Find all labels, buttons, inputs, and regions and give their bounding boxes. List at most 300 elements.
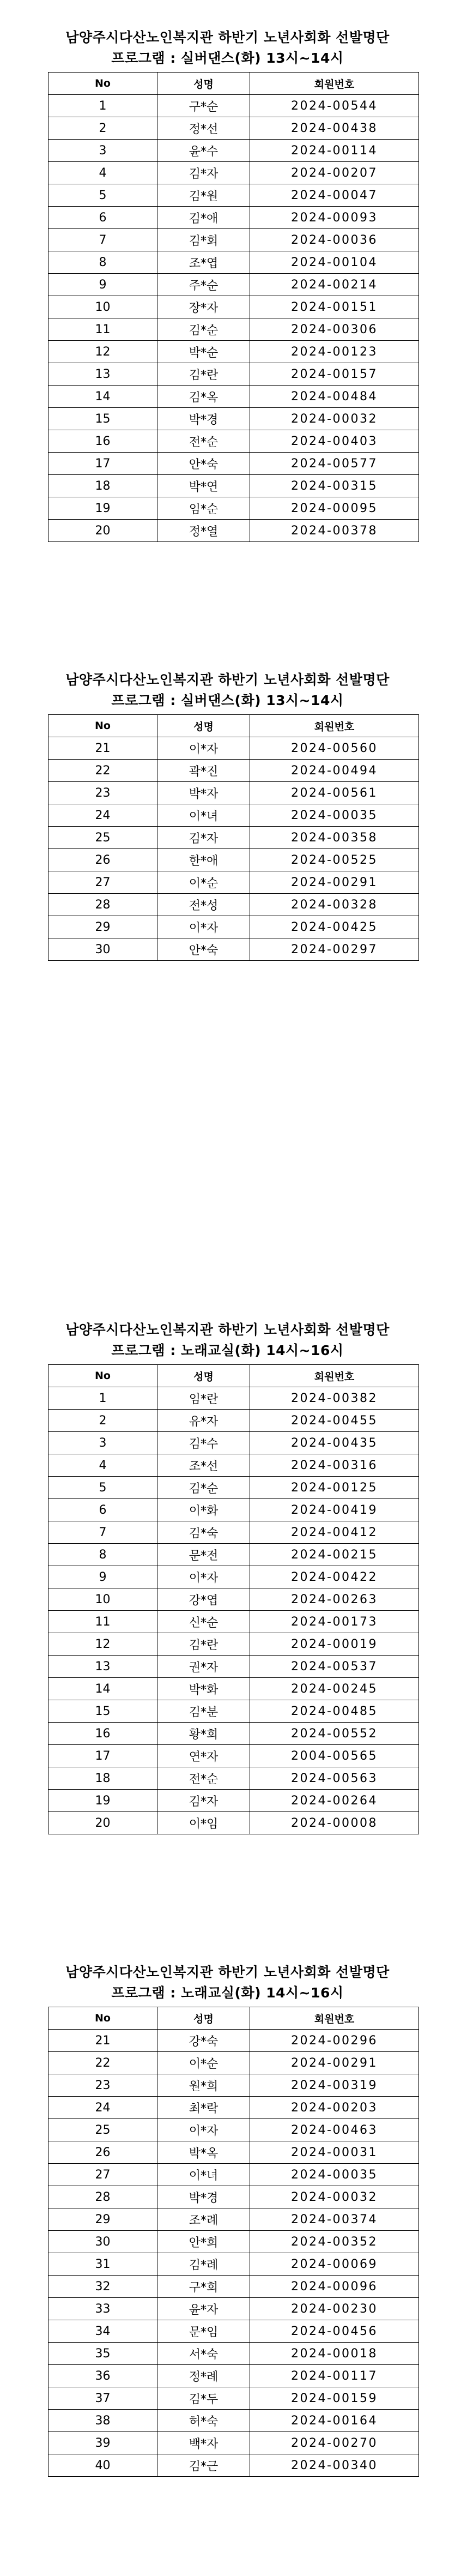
member-name: 최*락 <box>157 2097 250 2119</box>
member-name: 이*순 <box>157 871 250 894</box>
program-name: 프로그램 : 실버댄스(화) 13시~14시 <box>111 50 344 66</box>
member-id: 2024-00114 <box>250 140 419 162</box>
table-row <box>48 827 419 849</box>
row-number: 16 <box>48 430 157 453</box>
member-id: 2024-00382 <box>250 1387 419 1410</box>
table-row <box>48 2164 419 2186</box>
member-id: 2024-00456 <box>250 2320 419 2343</box>
table-row <box>48 849 419 871</box>
row-number: 1 <box>48 1387 157 1410</box>
member-id: 2024-00032 <box>250 2186 419 2208</box>
member-name: 서*숙 <box>157 2343 250 2365</box>
table-row <box>48 2432 419 2454</box>
member-name: 김*원 <box>157 184 250 207</box>
row-number: 6 <box>48 207 157 229</box>
member-name: 문*임 <box>157 2320 250 2343</box>
header-member-id: 회원번호 <box>250 73 419 95</box>
member-id: 2024-00563 <box>250 1767 419 1790</box>
member-id: 2024-00263 <box>250 1588 419 1611</box>
member-name: 윤*자 <box>157 2298 250 2320</box>
member-name: 김*란 <box>157 1633 250 1656</box>
table-row <box>48 1410 419 1432</box>
member-id: 2024-00374 <box>250 2208 419 2231</box>
table-row <box>48 1812 419 1834</box>
row-number: 7 <box>48 1521 157 1544</box>
row-number: 12 <box>48 1633 157 1656</box>
member-name: 박*화 <box>157 1678 250 1700</box>
row-number: 5 <box>48 1477 157 1499</box>
row-number: 15 <box>48 408 157 430</box>
member-id: 2024-00157 <box>250 363 419 386</box>
table-row <box>48 2365 419 2387</box>
row-number: 26 <box>48 849 157 871</box>
table-row <box>48 2454 419 2477</box>
member-name: 곽*진 <box>157 760 250 782</box>
table-row <box>48 737 419 760</box>
table-row <box>48 2186 419 2208</box>
member-id: 2024-00032 <box>250 408 419 430</box>
member-id: 2024-00291 <box>250 2052 419 2074</box>
member-name: 김*숙 <box>157 1521 250 1544</box>
member-name: 조*례 <box>157 2208 250 2231</box>
roster-table <box>48 714 419 961</box>
member-id: 2024-00035 <box>250 2164 419 2186</box>
row-number: 22 <box>48 760 157 782</box>
member-id: 2024-00340 <box>250 2454 419 2477</box>
header-name: 성명 <box>157 2007 250 2030</box>
table-row <box>48 894 419 916</box>
member-name: 안*숙 <box>157 938 250 961</box>
member-id: 2004-00565 <box>250 1745 419 1767</box>
row-number: 4 <box>48 162 157 184</box>
member-name: 강*숙 <box>157 2030 250 2052</box>
member-name: 김*애 <box>157 207 250 229</box>
member-name: 구*희 <box>157 2276 250 2298</box>
table-row <box>48 2074 419 2097</box>
table-row <box>48 2387 419 2410</box>
member-id: 2024-00203 <box>250 2097 419 2119</box>
header-no: No <box>48 73 157 95</box>
row-number: 36 <box>48 2365 157 2387</box>
table-row <box>48 1700 419 1723</box>
row-number: 18 <box>48 1767 157 1790</box>
member-id: 2024-00561 <box>250 782 419 804</box>
member-id: 2024-00123 <box>250 341 419 363</box>
row-number: 4 <box>48 1454 157 1477</box>
member-name: 장*자 <box>157 296 250 318</box>
row-number: 21 <box>48 2030 157 2052</box>
member-id: 2024-00352 <box>250 2231 419 2253</box>
table-row <box>48 2141 419 2164</box>
member-id: 2024-00455 <box>250 1410 419 1432</box>
member-name: 박*순 <box>157 341 250 363</box>
member-id: 2024-00484 <box>250 386 419 408</box>
table-row <box>48 296 419 318</box>
member-name: 김*근 <box>157 2454 250 2477</box>
header-no: No <box>48 2007 157 2030</box>
table-row <box>48 804 419 827</box>
table-row <box>48 1790 419 1812</box>
member-id: 2024-00215 <box>250 1544 419 1566</box>
table-row <box>48 363 419 386</box>
member-name: 박*자 <box>157 782 250 804</box>
row-number: 13 <box>48 1656 157 1678</box>
member-id: 2024-00422 <box>250 1566 419 1588</box>
member-id: 2024-00093 <box>250 207 419 229</box>
table-row <box>48 782 419 804</box>
member-id: 2024-00319 <box>250 2074 419 2097</box>
member-name: 정*열 <box>157 520 250 542</box>
row-number: 27 <box>48 2164 157 2186</box>
row-number: 26 <box>48 2141 157 2164</box>
member-name: 한*애 <box>157 849 250 871</box>
member-id: 2024-00435 <box>250 1432 419 1454</box>
row-number: 11 <box>48 1611 157 1633</box>
table-row <box>48 1387 419 1410</box>
member-name: 주*순 <box>157 274 250 296</box>
member-name: 전*성 <box>157 894 250 916</box>
member-name: 김*례 <box>157 2253 250 2276</box>
table-row <box>48 2052 419 2074</box>
member-id: 2024-00297 <box>250 938 419 961</box>
table-row <box>48 2208 419 2231</box>
row-number: 29 <box>48 916 157 938</box>
member-name: 임*란 <box>157 1387 250 1410</box>
member-id: 2024-00151 <box>250 296 419 318</box>
member-id: 2024-00296 <box>250 2030 419 2052</box>
member-name: 김*자 <box>157 827 250 849</box>
table-row <box>48 1544 419 1566</box>
member-id: 2024-00019 <box>250 1633 419 1656</box>
member-name: 전*순 <box>157 430 250 453</box>
member-id: 2024-00316 <box>250 1454 419 1477</box>
table-row <box>48 318 419 341</box>
table-row <box>48 274 419 296</box>
row-number: 9 <box>48 274 157 296</box>
member-name: 김*분 <box>157 1700 250 1723</box>
member-name: 김*회 <box>157 229 250 251</box>
member-name: 박*경 <box>157 2186 250 2208</box>
member-name: 전*순 <box>157 1767 250 1790</box>
member-id: 2024-00035 <box>250 804 419 827</box>
table-row <box>48 229 419 251</box>
table-row <box>48 430 419 453</box>
member-id: 2024-00018 <box>250 2343 419 2365</box>
member-name: 이*순 <box>157 2052 250 2074</box>
member-name: 김*수 <box>157 1432 250 1454</box>
member-id: 2024-00419 <box>250 1499 419 1521</box>
member-name: 문*전 <box>157 1544 250 1566</box>
member-name: 조*엽 <box>157 251 250 274</box>
member-name: 구*순 <box>157 95 250 117</box>
row-number: 24 <box>48 804 157 827</box>
table-row <box>48 1656 419 1678</box>
member-name: 임*순 <box>157 497 250 520</box>
member-id: 2024-00173 <box>250 1611 419 1633</box>
member-id: 2024-00403 <box>250 430 419 453</box>
table-header-row <box>48 2007 419 2030</box>
program-name: 프로그램 : 노래교실(화) 14시~16시 <box>111 1985 344 2001</box>
table-row <box>48 95 419 117</box>
document-title: 남양주시다산노인복지관 하반기 노년사회화 선발명단 <box>65 1964 390 1980</box>
row-number: 28 <box>48 894 157 916</box>
member-name: 윤*수 <box>157 140 250 162</box>
member-name: 안*숙 <box>157 453 250 475</box>
header-member-id: 회원번호 <box>250 2007 419 2030</box>
table-row <box>48 2343 419 2365</box>
table-row <box>48 1767 419 1790</box>
member-id: 2024-00270 <box>250 2432 419 2454</box>
table-row <box>48 1745 419 1767</box>
table-row <box>48 117 419 140</box>
table-row <box>48 2231 419 2253</box>
row-number: 30 <box>48 938 157 961</box>
row-number: 3 <box>48 140 157 162</box>
member-id: 2024-00036 <box>250 229 419 251</box>
member-id: 2024-00031 <box>250 2141 419 2164</box>
member-id: 2024-00358 <box>250 827 419 849</box>
table-header-row <box>48 73 419 95</box>
table-row <box>48 520 419 542</box>
member-id: 2024-00214 <box>250 274 419 296</box>
member-name: 박*연 <box>157 475 250 497</box>
member-name: 연*자 <box>157 1745 250 1767</box>
row-number: 17 <box>48 1745 157 1767</box>
table-row <box>48 1499 419 1521</box>
row-number: 40 <box>48 2454 157 2477</box>
member-id: 2024-00577 <box>250 453 419 475</box>
row-number: 31 <box>48 2253 157 2276</box>
table-row <box>48 251 419 274</box>
table-row <box>48 140 419 162</box>
table-row <box>48 760 419 782</box>
table-header-row <box>48 715 419 737</box>
program-name: 프로그램 : 실버댄스(화) 13시~14시 <box>111 693 344 708</box>
member-name: 허*숙 <box>157 2410 250 2432</box>
member-name: 이*자 <box>157 2119 250 2141</box>
row-number: 2 <box>48 117 157 140</box>
member-id: 2024-00544 <box>250 95 419 117</box>
row-number: 27 <box>48 871 157 894</box>
row-number: 32 <box>48 2276 157 2298</box>
member-name: 이*화 <box>157 1499 250 1521</box>
table-row <box>48 1454 419 1477</box>
row-number: 21 <box>48 737 157 760</box>
table-row <box>48 938 419 961</box>
header-member-id: 회원번호 <box>250 1365 419 1387</box>
row-number: 13 <box>48 363 157 386</box>
row-number: 16 <box>48 1723 157 1745</box>
member-name: 이*자 <box>157 1566 250 1588</box>
table-row <box>48 1611 419 1633</box>
table-row <box>48 408 419 430</box>
row-number: 29 <box>48 2208 157 2231</box>
row-number: 5 <box>48 184 157 207</box>
document-title: 남양주시다산노인복지관 하반기 노년사회화 선발명단 <box>65 29 390 45</box>
member-id: 2024-00125 <box>250 1477 419 1499</box>
member-id: 2024-00291 <box>250 871 419 894</box>
member-id: 2024-00230 <box>250 2298 419 2320</box>
document-title: 남양주시다산노인복지관 하반기 노년사회화 선발명단 <box>65 672 390 688</box>
member-name: 강*엽 <box>157 1588 250 1611</box>
table-row <box>48 2097 419 2119</box>
row-number: 8 <box>48 1544 157 1566</box>
member-name: 조*선 <box>157 1454 250 1477</box>
member-name: 김*자 <box>157 1790 250 1812</box>
table-row <box>48 2298 419 2320</box>
row-number: 23 <box>48 2074 157 2097</box>
header-name: 성명 <box>157 715 250 737</box>
member-name: 정*선 <box>157 117 250 140</box>
member-id: 2024-00537 <box>250 1656 419 1678</box>
row-number: 18 <box>48 475 157 497</box>
table-row <box>48 1588 419 1611</box>
table-row <box>48 916 419 938</box>
roster-table <box>48 72 419 542</box>
table-row <box>48 207 419 229</box>
member-id: 2024-00047 <box>250 184 419 207</box>
member-id: 2024-00425 <box>250 916 419 938</box>
member-id: 2024-00306 <box>250 318 419 341</box>
program-name: 프로그램 : 노래교실(화) 14시~16시 <box>111 1343 344 1358</box>
row-number: 17 <box>48 453 157 475</box>
member-name: 백*자 <box>157 2432 250 2454</box>
member-name: 박*옥 <box>157 2141 250 2164</box>
member-id: 2024-00315 <box>250 475 419 497</box>
row-number: 30 <box>48 2231 157 2253</box>
member-id: 2024-00069 <box>250 2253 419 2276</box>
row-number: 39 <box>48 2432 157 2454</box>
table-row <box>48 184 419 207</box>
table-header-row <box>48 1365 419 1387</box>
table-row <box>48 2410 419 2432</box>
row-number: 25 <box>48 827 157 849</box>
member-name: 김*순 <box>157 1477 250 1499</box>
row-number: 10 <box>48 1588 157 1611</box>
row-number: 8 <box>48 251 157 274</box>
member-id: 2024-00159 <box>250 2387 419 2410</box>
row-number: 14 <box>48 1678 157 1700</box>
member-id: 2024-00245 <box>250 1678 419 1700</box>
member-name: 김*자 <box>157 162 250 184</box>
table-row <box>48 341 419 363</box>
member-name: 황*희 <box>157 1723 250 1745</box>
member-name: 신*순 <box>157 1611 250 1633</box>
row-number: 22 <box>48 2052 157 2074</box>
member-name: 정*례 <box>157 2365 250 2387</box>
member-name: 이*녀 <box>157 2164 250 2186</box>
row-number: 9 <box>48 1566 157 1588</box>
member-id: 2024-00104 <box>250 251 419 274</box>
table-row <box>48 475 419 497</box>
member-name: 안*희 <box>157 2231 250 2253</box>
table-row <box>48 497 419 520</box>
member-id: 2024-00008 <box>250 1812 419 1834</box>
header-no: No <box>48 715 157 737</box>
row-number: 10 <box>48 296 157 318</box>
row-number: 15 <box>48 1700 157 1723</box>
header-no: No <box>48 1365 157 1387</box>
member-id: 2024-00463 <box>250 2119 419 2141</box>
row-number: 35 <box>48 2343 157 2365</box>
member-name: 원*희 <box>157 2074 250 2097</box>
table-row <box>48 1566 419 1588</box>
row-number: 38 <box>48 2410 157 2432</box>
row-number: 33 <box>48 2298 157 2320</box>
row-number: 6 <box>48 1499 157 1521</box>
member-id: 2024-00560 <box>250 737 419 760</box>
table-row <box>48 386 419 408</box>
table-row <box>48 1432 419 1454</box>
header-name: 성명 <box>157 1365 250 1387</box>
member-name: 김*순 <box>157 318 250 341</box>
member-id: 2024-00485 <box>250 1700 419 1723</box>
header-name: 성명 <box>157 73 250 95</box>
member-id: 2024-00117 <box>250 2365 419 2387</box>
header-member-id: 회원번호 <box>250 715 419 737</box>
member-name: 김*란 <box>157 363 250 386</box>
member-name: 이*녀 <box>157 804 250 827</box>
table-row <box>48 871 419 894</box>
member-id: 2024-00207 <box>250 162 419 184</box>
document-title: 남양주시다산노인복지관 하반기 노년사회화 선발명단 <box>65 1322 390 1338</box>
row-number: 14 <box>48 386 157 408</box>
row-number: 20 <box>48 1812 157 1834</box>
row-number: 28 <box>48 2186 157 2208</box>
member-id: 2024-00552 <box>250 1723 419 1745</box>
row-number: 19 <box>48 1790 157 1812</box>
member-name: 김*옥 <box>157 386 250 408</box>
row-number: 11 <box>48 318 157 341</box>
row-number: 19 <box>48 497 157 520</box>
member-id: 2024-00412 <box>250 1521 419 1544</box>
member-name: 김*두 <box>157 2387 250 2410</box>
member-id: 2024-00494 <box>250 760 419 782</box>
table-row <box>48 1477 419 1499</box>
row-number: 23 <box>48 782 157 804</box>
member-name: 권*자 <box>157 1656 250 1678</box>
member-id: 2024-00328 <box>250 894 419 916</box>
table-row <box>48 2253 419 2276</box>
table-row <box>48 1633 419 1656</box>
member-id: 2024-00095 <box>250 497 419 520</box>
roster-table <box>48 2007 419 2477</box>
member-name: 유*자 <box>157 1410 250 1432</box>
row-number: 7 <box>48 229 157 251</box>
row-number: 1 <box>48 95 157 117</box>
member-id: 2024-00438 <box>250 117 419 140</box>
table-row <box>48 1521 419 1544</box>
roster-table <box>48 1364 419 1834</box>
member-name: 이*자 <box>157 916 250 938</box>
member-id: 2024-00096 <box>250 2276 419 2298</box>
row-number: 12 <box>48 341 157 363</box>
member-id: 2024-00164 <box>250 2410 419 2432</box>
row-number: 25 <box>48 2119 157 2141</box>
table-row <box>48 1678 419 1700</box>
table-row <box>48 2276 419 2298</box>
row-number: 24 <box>48 2097 157 2119</box>
table-row <box>48 162 419 184</box>
row-number: 20 <box>48 520 157 542</box>
row-number: 3 <box>48 1432 157 1454</box>
member-name: 박*경 <box>157 408 250 430</box>
table-row <box>48 2119 419 2141</box>
table-row <box>48 2030 419 2052</box>
table-row <box>48 2320 419 2343</box>
member-name: 이*자 <box>157 737 250 760</box>
member-name: 이*임 <box>157 1812 250 1834</box>
